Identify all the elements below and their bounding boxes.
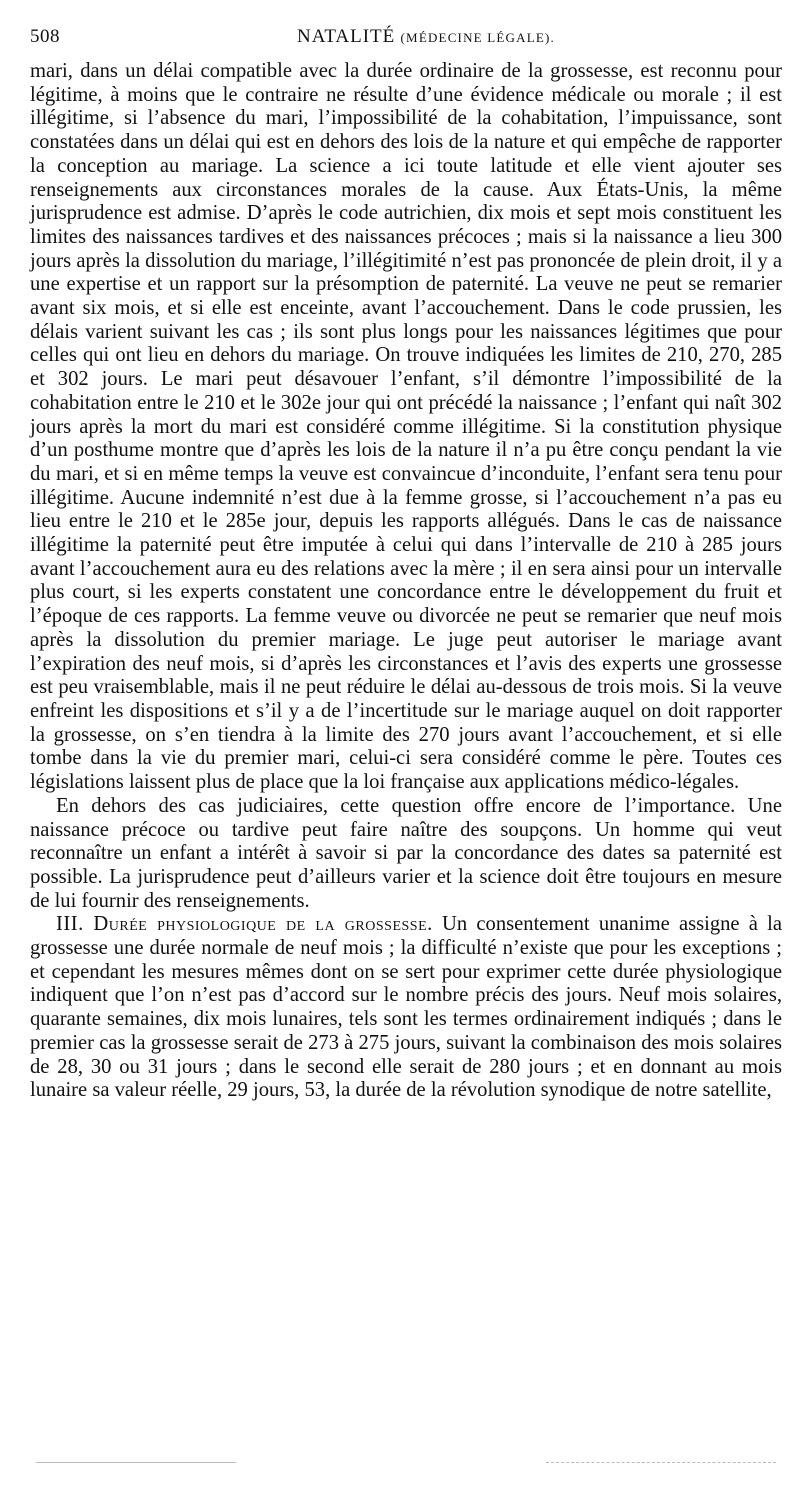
section-heading: III. Durée physiologique de la grossesse. <box>56 913 433 936</box>
paragraph-2: En dehors des cas judiciaires, cette question offre encore de l’importance. Une naissance précoce ou tardive peut faire naître des soupçons. Un homme qui veut reconnaître un enfant a intérêt à savoir si par la concordance des dates sa paternité est possible. La jurisprudence peut d’ailleurs varier et la science doit être toujours en mesure de lui fournir des renseignements. <box>30 794 782 912</box>
running-head <box>30 26 782 56</box>
page-number: 508 <box>30 26 60 47</box>
body-text <box>30 60 782 1103</box>
running-title <box>30 26 782 48</box>
paragraph-1: mari, dans un délai compatible avec la durée ordinaire de la grossesse, est reconnu pour légitime, à moins que le contraire ne résulte d’une évidence médicale ou morale ; il est illégitime, si l’absence du mari, l’impossibilité de la cohabitation, l’impuissance, sont constatées dans un délai qui est en dehors des lois de la nature et qui empêche de rapporter la conception au mariage. La science a ici toute latitude et elle vient ajouter ses renseignements aux circonstances morales de la cause. Aux États-Unis, la même jurisprudence est admise. D’après le code autrichien, dix mois et sept mois constituent les limites des naissances tardives et des naissances précoces ; mais si la naissance a lieu 300 jours après la dissolution du mariage, l’illégitimité n’est pas prononcée de plein droit, il y a une expertise et un rapport sur la présomption de paternité. La veuve ne peut se remarier avant six mois, et si elle est enceinte, avant l’accouchement. Dans le code prussien, les délais varient suivant les cas ; ils sont plus longs pour les naissances légitimes que pour celles qui ont lieu en dehors du mariage. On trouve indiquées les limites de 210, 270, 285 et 302 jours. Le mari peut désavouer l’enfant, s’il démontre l’impossibilité de la cohabitation entre le 210 et le 302e jour qui ont précédé la naissance ; l’enfant qui naît 302 jours après la mort du mari est considéré comme illégitime. Si la constitution physique d’un posthume montre que d’après les lois de la nature il n’a pu être conçu pendant la vie du mari, et si en même temps la veuve est convaincue d’inconduite, l’enfant sera tenu pour illégitime. Aucune indemnité n’est due à la femme grosse, si l’accouchement n’a pas eu lieu entre le 210 et le 285e jour, depuis les rapports allégués. Dans le cas de naissance illégitime la paternité peut être imputée à celui qui dans l’intervalle de 210 à 285 jours avant l’accouchement aura eu des relations avec la mère ; il en sera ainsi pour un intervalle plus court, si les experts constatent une concordance entre le développement du fruit et l’époque de ces rapports. La femme veuve ou divorcée ne peut se remarier que neuf mois après la dissolution du premier mariage. Le juge peut autoriser le mariage avant l’expiration des neuf mois, si d’après les circonstances et l’avis des experts une grossesse est peu vraisemblable, mais il ne peut réduire le délai au-dessous de trois mois. Si la veuve enfreint les dispositions et s’il y a de l’incertitude sur le mariage auquel on doit rapporter la grossesse, on s’en tiendra à la limite des 270 jours avant l’accouchement, et si elle tombe dans la vie du premier mari, celui-ci sera considéré comme le père. Toutes ces législations laissent plus de place que la loi française aux applications médico-légales. <box>30 60 782 794</box>
running-title-subtitle: (MÉDECINE LÉGALE). <box>400 30 555 45</box>
paragraph-3 <box>30 913 782 1103</box>
document-page <box>30 26 782 1466</box>
footer-rule <box>36 1458 776 1466</box>
running-title-main: NATALITÉ <box>296 26 396 47</box>
footer-rule-right <box>546 1462 776 1463</box>
footer-rule-left <box>36 1462 236 1463</box>
section-3-text: Un consentement unanime assigne à la grossesse une durée normale de neuf mois ; la difficulté n’existe que pour les exceptions ; et cependant les mesures mêmes dont on se sert pour exprimer cette durée physiologique indiquent que l’on n’est pas d’accord sur le nombre précis des jours. Neuf mois solaires, quarante semaines, dix mois lunaires, tels sont les termes ordinairement indiqués ; dans le premier cas la grossesse serait de 273 à 275 jours, suivant la combinaison des mois solaires de 28, 30 ou 31 jours ; dans le second elle serait de 280 jours ; et en donnant au mois lunaire sa valeur réelle, 29 jours, 53, la durée de la révolution synodique de notre satellite, <box>30 913 782 1102</box>
